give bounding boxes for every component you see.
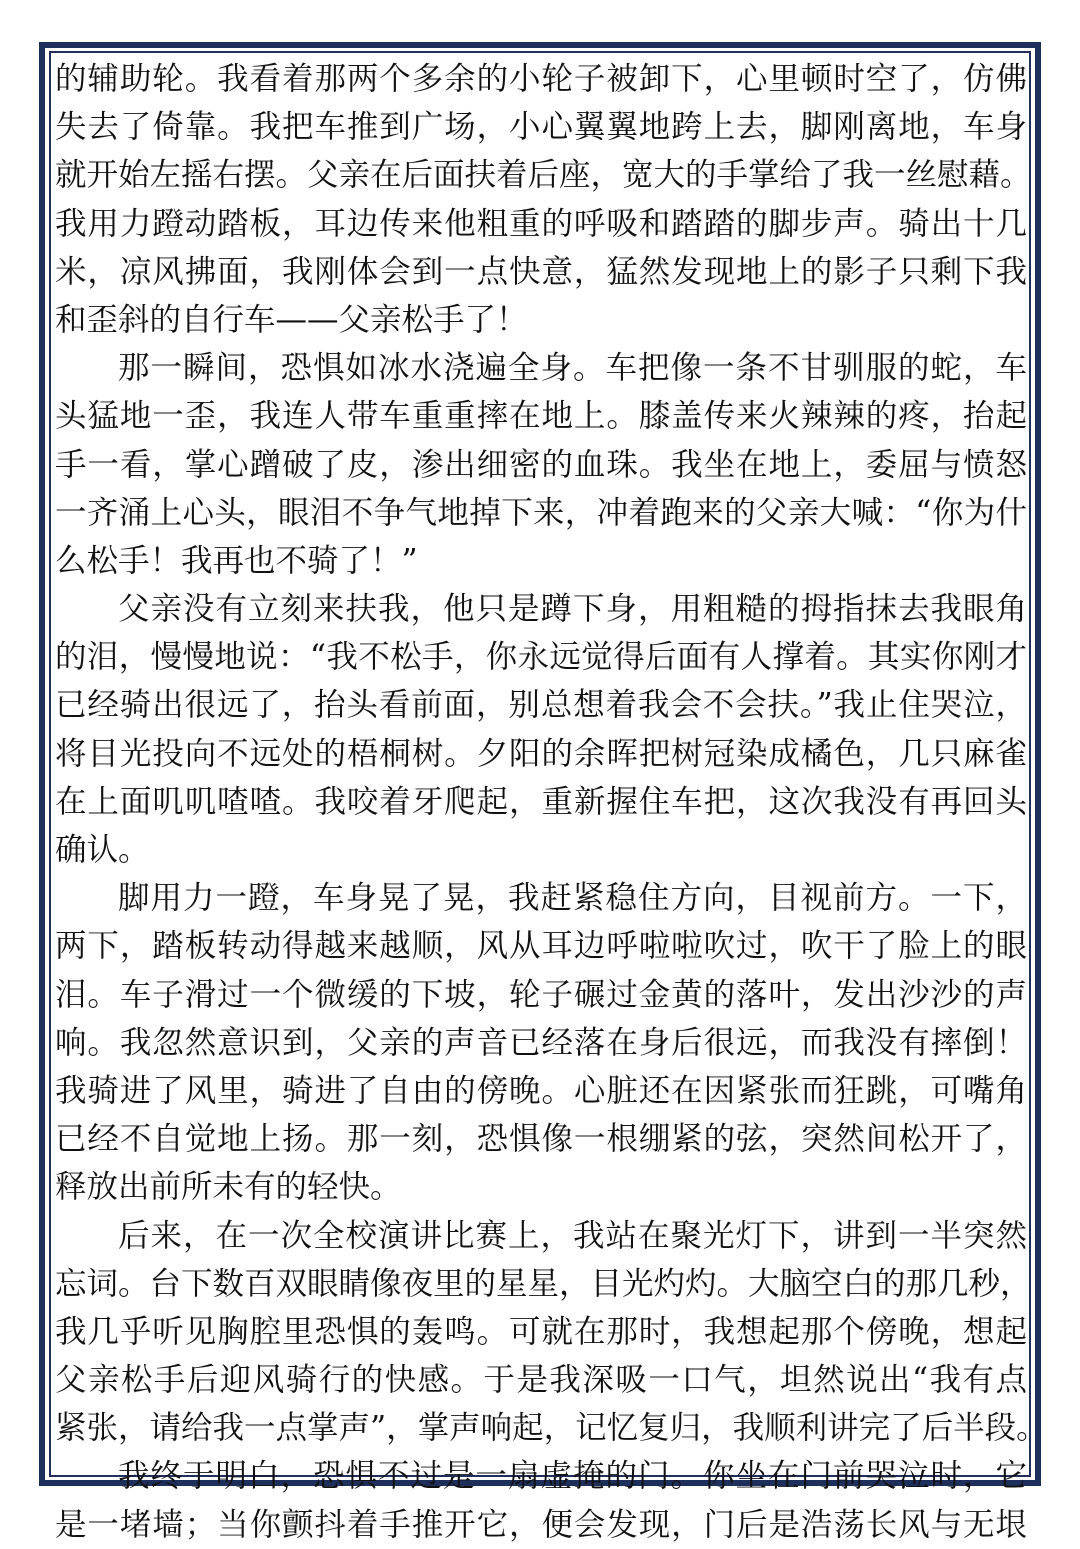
text-line: 两下，踏板转动得越来越顺，风从耳边呼啦啦吹过，吹干了脸上的眼 xyxy=(55,928,1027,965)
text-line: 我用力蹬动踏板，耳边传来他粗重的呼吸和踏踏的脚步声。骑出十几 xyxy=(55,205,1027,242)
text-line: 忘词。台下数百双眼睛像夜里的星星，目光灼灼。大脑空白的那几秒， xyxy=(55,1265,1032,1302)
text-line: 失去了倚靠。我把车推到广场，小心翼翼地跨上去，脚刚离地，车身 xyxy=(55,109,1027,146)
paragraph-first-line: 脚用力一蹬，车身晃了晃，我赶紧稳住方向，目视前方。一下， xyxy=(118,880,1027,917)
text-line: 我几乎听见胸腔里恐惧的轰鸣。可就在那时，我想起那个傍晚，想起 xyxy=(55,1313,1027,1350)
paragraph-first-line: 后来，在一次全校演讲比赛上，我站在聚光灯下，讲到一半突然 xyxy=(118,1217,1027,1254)
paragraph-first-line: 父亲没有立刻来扶我，他只是蹲下身，用粗糙的拇指抹去我眼角 xyxy=(118,591,1027,628)
text-line: 已经不自觉地上扬。那一刻，恐惧像一根绷紧的弦，突然间松开了， xyxy=(55,1121,1027,1158)
text-line: 和歪斜的自行车——父亲松手了！ xyxy=(55,301,528,338)
essay-text-body xyxy=(55,55,1048,1543)
text-line: 泪。车子滑过一个微缓的下坡，轮子碾过金黄的落叶，发出沙沙的声 xyxy=(55,976,1027,1013)
text-line: 么松手！我再也不骑了！” xyxy=(55,542,418,579)
text-line: 我骑进了风里，骑进了自由的傍晚。心脏还在因紧张而狂跳，可嘴角 xyxy=(55,1072,1027,1109)
text-line: 手一看，掌心蹭破了皮，渗出细密的血珠。我坐在地上，委屈与愤怒 xyxy=(55,446,1027,483)
text-line: 的辅助轮。我看着那两个多余的小轮子被卸下，心里顿时空了，仿佛 xyxy=(55,61,1027,97)
text-line: 就开始左摇右摆。父亲在后面扶着后座，宽大的手掌给了我一丝慰藉。 xyxy=(55,157,1032,194)
text-line: 一齐涌上心头，眼泪不争气地掉下来，冲着跑来的父亲大喊：“你为什 xyxy=(55,494,1027,531)
text-line: 的泪，慢慢地说：“我不松手，你永远觉得后面有人撑着。其实你刚才 xyxy=(55,639,1027,676)
paragraph-first-line: 我终于明白，恐惧不过是一扇虚掩的门。你坐在门前哭泣时，它 xyxy=(118,1458,1027,1495)
text-line: 确认。 xyxy=(55,832,150,868)
text-line: 是一堵墙；当你颤抖着手推开它，便会发现，门后是浩荡长风与无垠 xyxy=(55,1506,1027,1543)
text-line: 在上面叽叽喳喳。我咬着牙爬起，重新握住车把，这次我没有再回头 xyxy=(55,783,1027,820)
paragraph-first-line: 那一瞬间，恐惧如冰水浇遍全身。车把像一条不甘驯服的蛇，车 xyxy=(118,350,1027,387)
text-line: 父亲松手后迎风骑行的快感。于是我深吸一口气，坦然说出“我有点 xyxy=(55,1362,1027,1399)
text-line: 头猛地一歪，我连人带车重重摔在地上。膝盖传来火辣辣的疼，抬起 xyxy=(55,398,1027,435)
text-line: 紧张，请给我一点掌声”，掌声响起，记忆复归，我顺利讲完了后半段。 xyxy=(55,1410,1048,1447)
text-line: 已经骑出很远了，抬头看前面，别总想着我会不会扶。”我止住哭泣， xyxy=(55,687,1027,724)
text-line: 米，凉风拂面，我刚体会到一点快意，猛然发现地上的影子只剩下我 xyxy=(55,253,1027,290)
text-line: 将目光投向不远处的梧桐树。夕阳的余晖把树冠染成橘色，几只麻雀 xyxy=(55,735,1027,772)
text-line: 响。我忽然意识到，父亲的声音已经落在身后很远，而我没有摔倒！ xyxy=(55,1024,1027,1061)
text-line: 释放出前所未有的轻快。 xyxy=(55,1169,402,1206)
